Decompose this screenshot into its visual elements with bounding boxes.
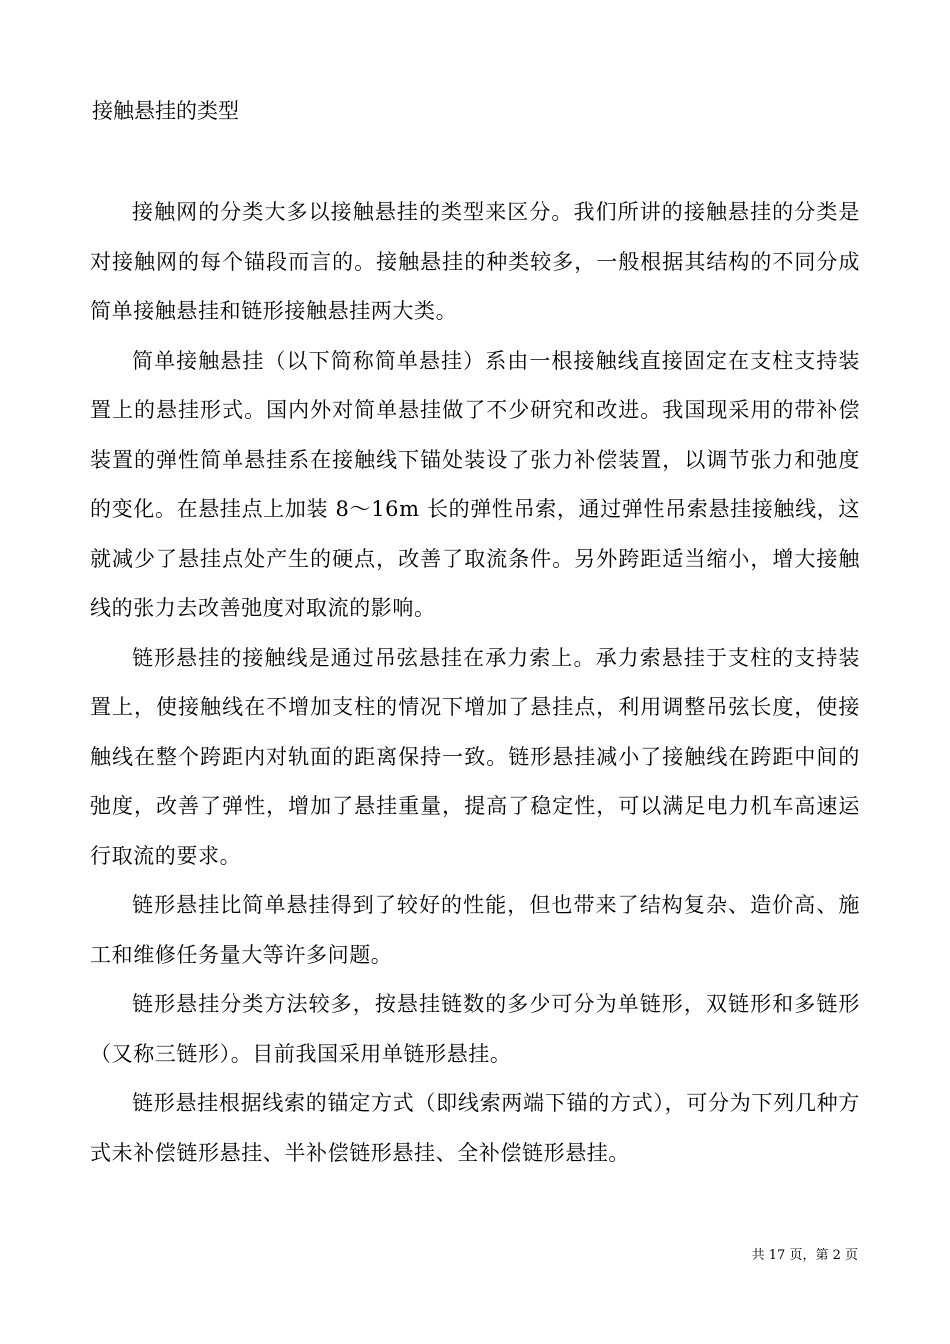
paragraph: 接触网的分类大多以接触悬挂的类型来区分。我们所讲的接触悬挂的分类是对接触网的每个锚段而言的。接触悬挂的种类较多，一般根据其结构的不同分成简单接触悬挂和链形接触悬挂两大类。 (90, 200, 860, 323)
paragraph: 链形悬挂分类方法较多，按悬挂链数的多少可分为单链形，双链形和多链形（又称三链形）。目前我国采用单链形悬挂。 (90, 992, 860, 1066)
paragraph: 链形悬挂根据线索的锚定方式（即线索两端下锚的方式），可分为下列几种方式未补偿链形悬挂、半补偿链形悬挂、全补偿链形悬挂。 (90, 1091, 860, 1165)
paragraph: 简单接触悬挂（以下简称简单悬挂）系由一根接触线直接固定在支柱支持装置上的悬挂形式。国内外对简单悬挂做了不少研究和改进。我国现采用的带补偿装置的弹性简单悬挂系在接触线下锚处装设了张力补偿装置，以调节张力和弛度的变化。在悬挂点上加装 8～16m 长的弹性吊索，通过弹性吊索悬挂接触线，这就减少了悬挂点处产生的硬点，改善了取流条件。另外跨距适当缩小，增大接触线的张力去改善弛度对取流的影响。 (90, 348, 860, 620)
page-number-footer: 共 17 页，第 2 页 (751, 1248, 858, 1263)
document-body (90, 188, 860, 1178)
document-title: 接触悬挂的类型 (92, 99, 239, 123)
paragraph: 链形悬挂比简单悬挂得到了较好的性能，但也带来了结构复杂、造价高、施工和维修任务量大等许多问题。 (90, 893, 860, 967)
paragraph: 链形悬挂的接触线是通过吊弦悬挂在承力索上。承力索悬挂于支柱的支持装置上，使接触线在不增加支柱的情况下增加了悬挂点，利用调整吊弦长度，使接触线在整个跨距内对轨面的距离保持一致。链形悬挂减小了接触线在跨距中间的弛度，改善了弹性，增加了悬挂重量，提高了稳定性，可以满足电力机车高速运行取流的要求。 (90, 645, 860, 868)
